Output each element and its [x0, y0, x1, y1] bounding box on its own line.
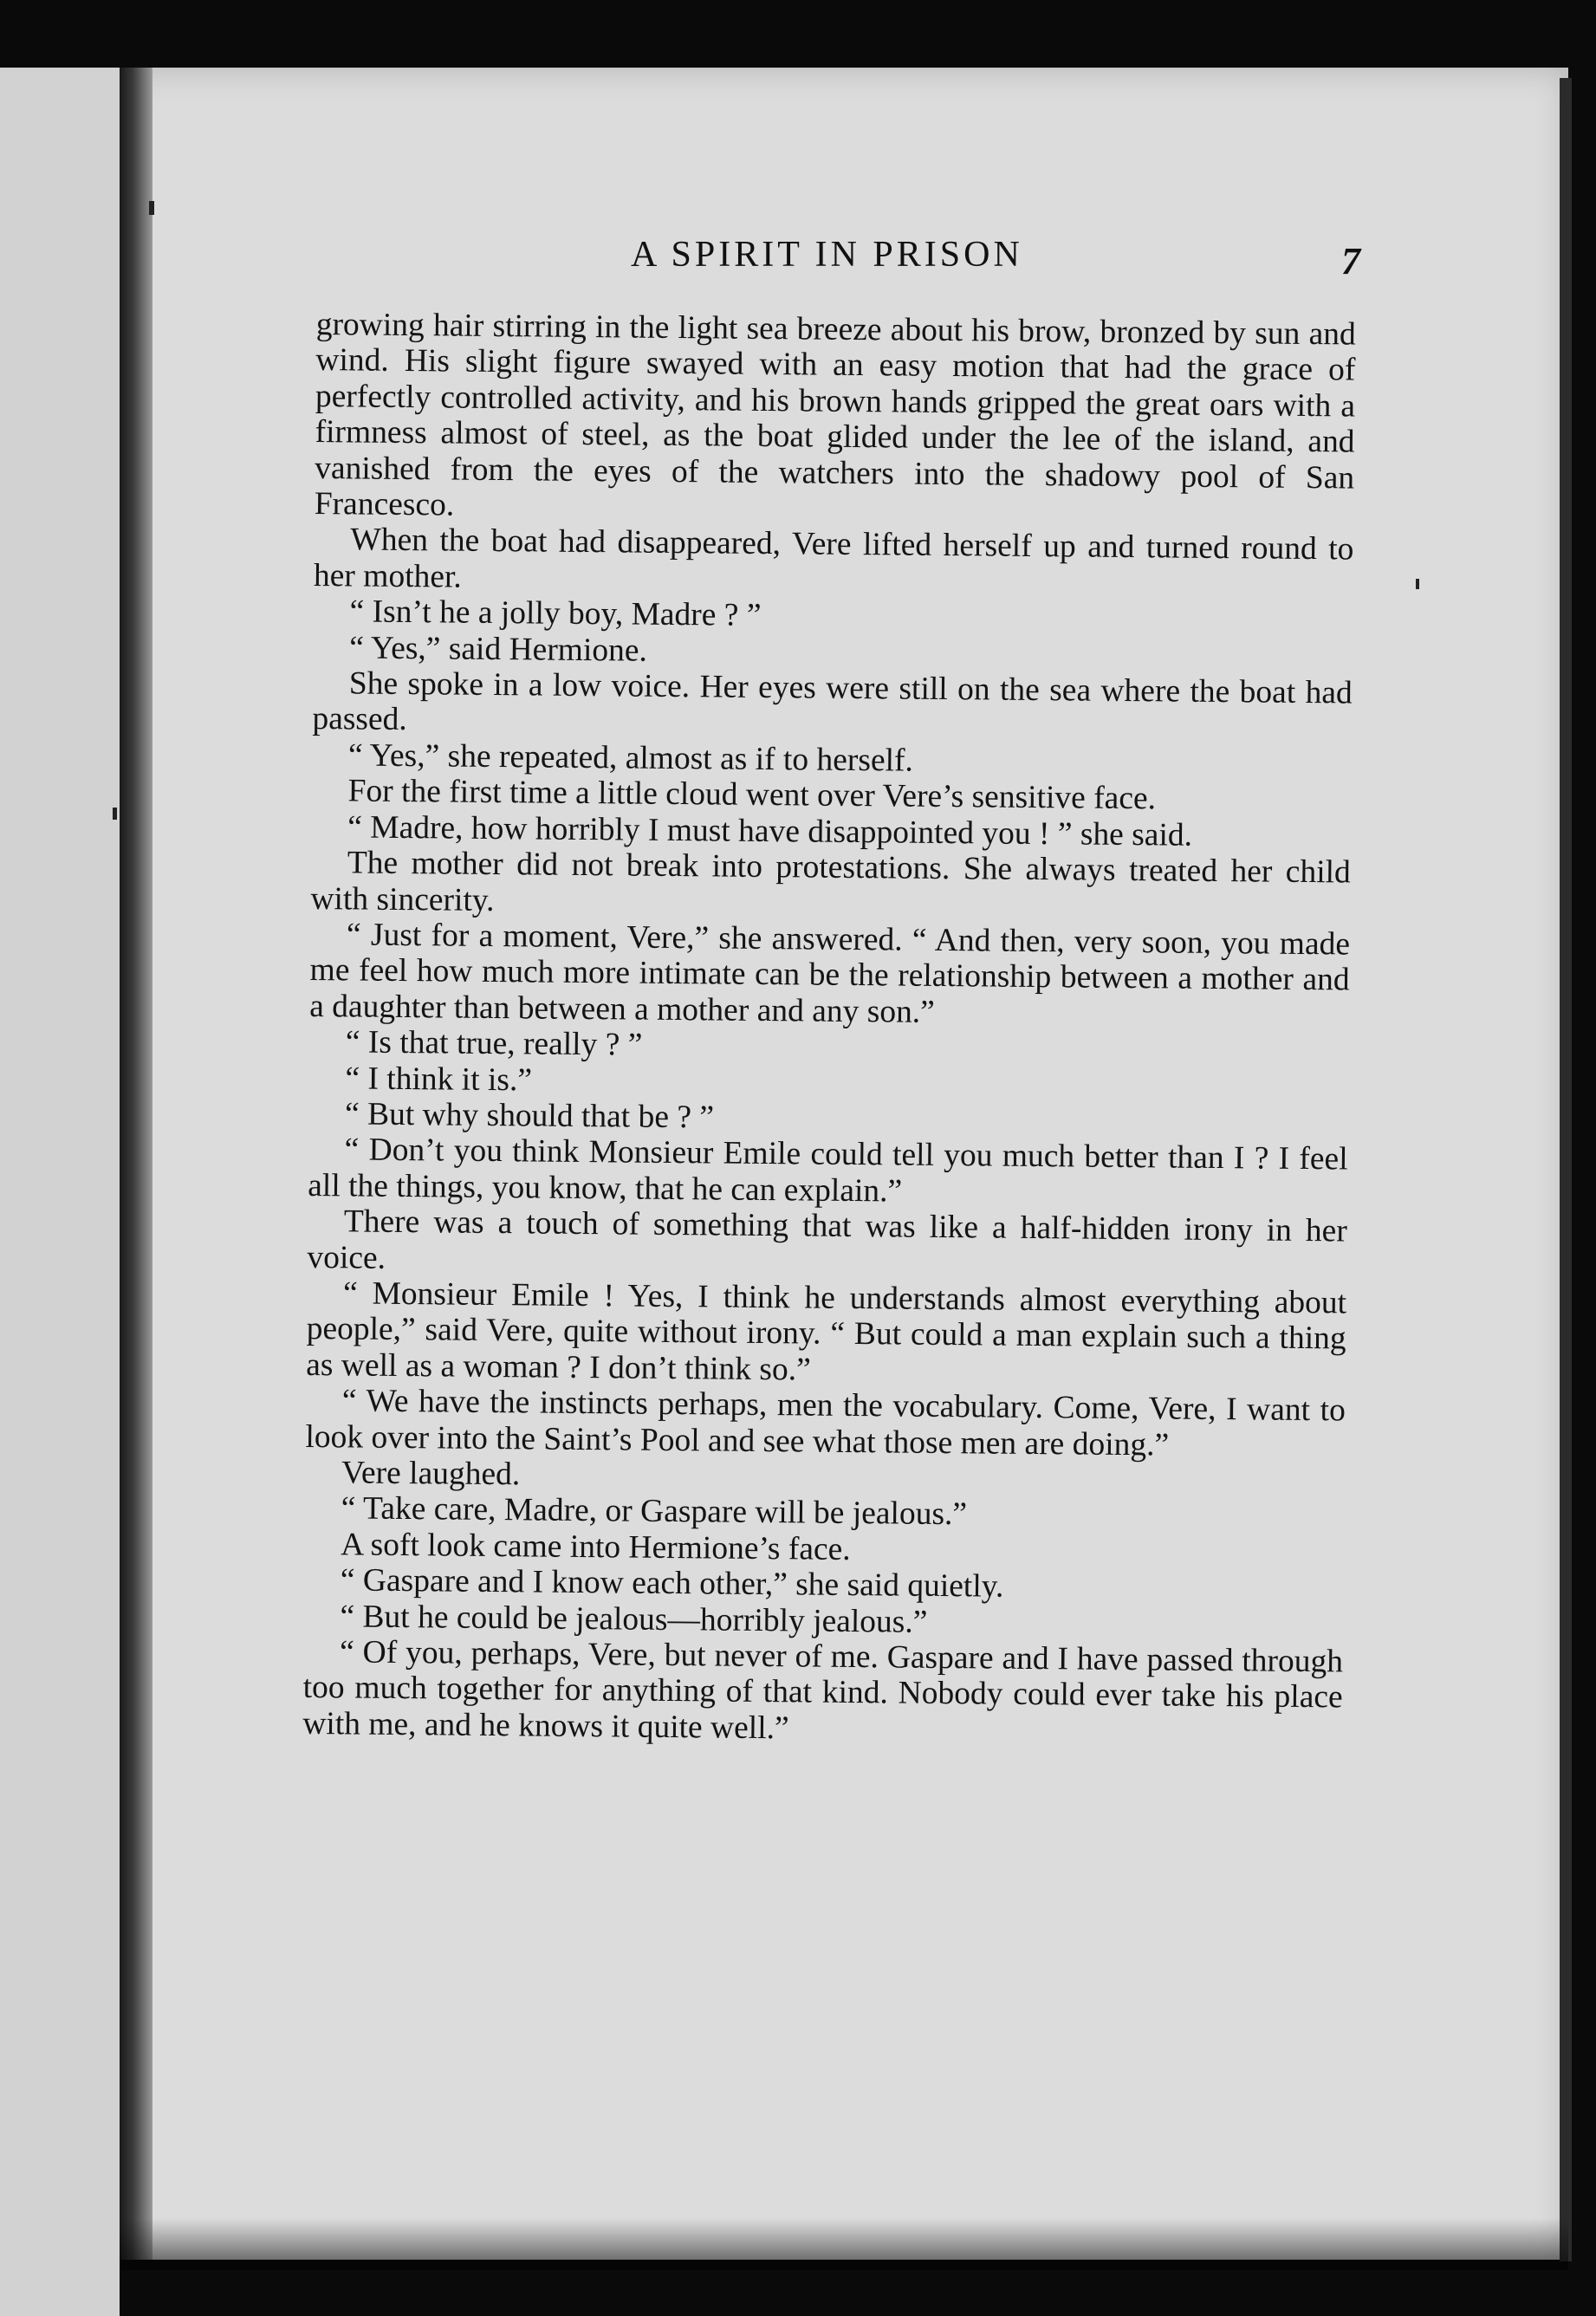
- paragraph: growing hair stirring in the light sea breeze about his brow, bronzed by sun and wind. His slight figure swayed with an easy motion that had the grace of perfectly controlled activity, and his brown hands gripped the great oars with a firmness almost of steel, as the boat glided under the lee of the island, and vanished from the eyes of the watchers into the shadowy pool of San Francesco.: [314, 307, 1356, 523]
- paragraph: She spoke in a low voice. Her eyes were still on the sea where the boat had passed.: [312, 665, 1353, 738]
- paragraph: “ Of you, perhaps, Vere, but never of me. Gaspare and I have passed through too much together for anything of that kind. Nobody could ever take his place with me, and he knows it quite well.”: [302, 1634, 1344, 1747]
- paragraph: “ I think it is.”: [345, 1060, 533, 1098]
- paragraph: “ But why should that be ? ”: [344, 1096, 715, 1136]
- paragraph: “ Just for a moment, Vere,” she answered. “ And then, very soon, you made me feel how much more intimate can be the relationship between a mother and a daughter than between a mother and any son.”: [309, 917, 1351, 1030]
- paragraph: There was a touch of something that was like a half-hidden irony in her voice.: [307, 1203, 1348, 1276]
- margin-speck: [1416, 579, 1419, 589]
- page-number: 7: [1341, 240, 1360, 282]
- paragraph: “ We have the instincts perhaps, men the vocabulary. Come, Vere, I want to look over into the Saint’s Pool and see what those men are doing.”: [305, 1383, 1346, 1463]
- paragraph: “ Monsieur Emile ! Yes, I think he understands almost everything about people,” said Vere, quite without irony. “ But could a man explain such a thing as well as a woman ? I don’t think so.”: [306, 1275, 1347, 1388]
- paragraph: “ Take care, Madre, or Gaspare will be jealous.”: [341, 1490, 968, 1533]
- margin-speck: [149, 201, 154, 215]
- paragraph: “ Yes,” said Hermione.: [349, 630, 648, 669]
- paragraph: “ Madre, how horribly I must have disappointed you ! ” she said.: [347, 809, 1193, 853]
- page-right-edge: [1560, 78, 1572, 2261]
- facing-page-edge: [0, 68, 120, 2316]
- paragraph: “ Don’t you think Monsieur Emile could tell you much better than I ? I feel all the things, you know, that he can explain.”: [308, 1132, 1348, 1210]
- page-header: [260, 234, 1369, 295]
- paragraph: “ Gaspare and I know each other,” she said quietly.: [340, 1562, 1004, 1605]
- paragraph: Vere laughed.: [341, 1455, 521, 1493]
- paragraph: When the boat had disappeared, Vere lifted herself up and turned round to her mother.: [313, 522, 1354, 595]
- paragraph: The mother did not break into protestations. She always treated her child with sincerity.: [310, 845, 1351, 918]
- running-title: A SPIRIT IN PRISON: [631, 235, 1023, 275]
- paragraph: “ Yes,” she repeated, almost as if to herself.: [347, 737, 914, 779]
- paragraph: “ But he could be jealous—horribly jealous.”: [340, 1598, 928, 1640]
- book-gutter: [120, 68, 152, 2260]
- page-bottom-shadow: [120, 2218, 1568, 2270]
- paragraph: For the first time a little cloud went over Vere’s sensitive face.: [347, 773, 1157, 817]
- body-text: [302, 307, 1356, 1752]
- paragraph: A soft look came into Hermione’s face.: [341, 1527, 851, 1567]
- margin-speck: [113, 808, 117, 820]
- paragraph: “ Isn’t he a jolly boy, Madre ? ”: [349, 594, 762, 634]
- paragraph: “ Is that true, really ? ”: [345, 1024, 643, 1063]
